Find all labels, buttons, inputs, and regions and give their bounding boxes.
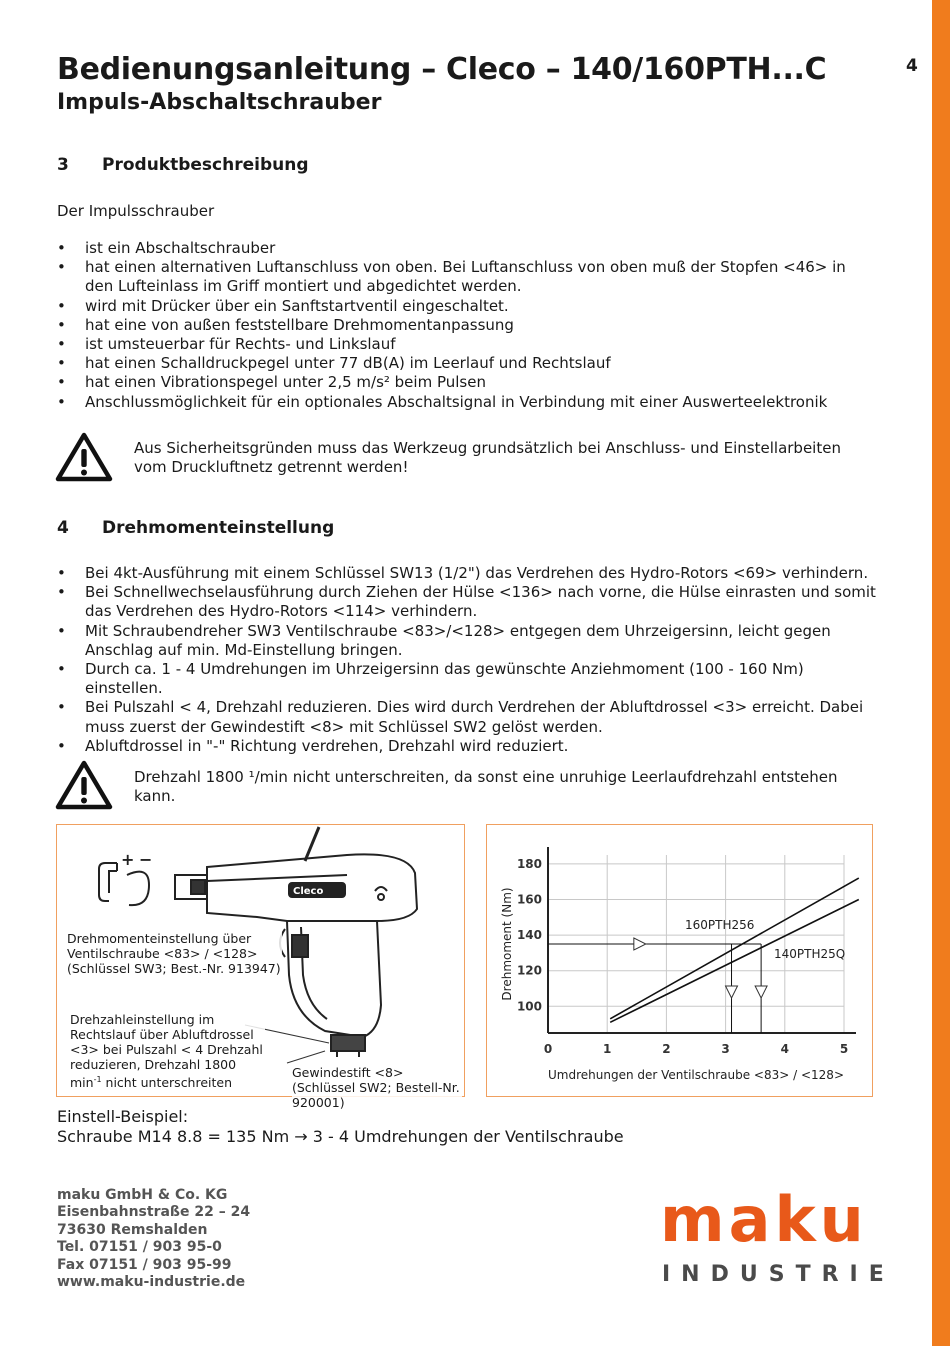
y-axis-label: Drehmoment (Nm) [500,887,514,1001]
y-tick-label: 180 [516,856,542,871]
speed-warning-text: Drehzahl 1800 ¹/min nicht unterschreiten, da sonst eine unruhige Leerlaufdrehzahl entstehen kann. [134,768,838,805]
list-item: • Mit Schraubendreher SW3 Ventilschraube <83>/<128> entgegen dem Uhrzeigersinn, leicht gegen Anschlag auf min. Md-Einstellung bringen. [57,621,831,659]
section-title: Produktbeschreibung [102,155,309,175]
section-3-bullet-list [57,239,877,412]
address-line: 73630 Remshalden [57,1221,208,1238]
list-item: • Durch ca. 1 - 4 Umdrehungen im Uhrzeigersinn das gewünschte Anziehmoment (100 - 160 Nm) einstellen. [57,660,804,698]
example-down-arrow [726,986,738,998]
label-setscrew: Gewindestift <8> (Schlüssel SW2; Bestell-Nr. 920001) [292,1065,462,1110]
example-arrow [634,938,646,950]
address-line: Fax 07151 / 903 95-99 [57,1256,232,1273]
warning-triangle-icon [55,432,113,482]
section-number: 4 [57,518,69,538]
tool-figure [56,824,465,1110]
y-tick-label: 140 [516,928,542,943]
series-label-160PTH256: 160PTH256 [685,918,755,932]
y-tick-label: 160 [516,892,542,907]
x-tick-label: 3 [721,1042,730,1056]
safety-warning-text: Aus Sicherheitsgründen muss das Werkzeug grundsätzlich bei Anschluss- und Einstellarbeiten vom Druckluftnetz getrennt werden! [134,439,841,476]
example-text: Schraube M14 8.8 = 135 Nm → 3 - 4 Umdrehungen der Ventilschraube [57,1127,624,1146]
warning-triangle-icon [55,760,113,810]
list-item: • hat einen Schalldruckpegel unter 77 dB(A) im Leerlauf und Rechtslauf [57,354,611,373]
list-item: • Bei Schnellwechselausführung durch Ziehen der Hülse <136> nach vorne, die Hülse einrasten und somit das Verdrehen des Hydro-Rotors <114> verhindern. [57,583,876,621]
address-line: maku GmbH & Co. KG [57,1187,228,1203]
y-tick-label: 120 [516,963,542,978]
address-line: Eisenbahnstraße 22 – 24 [57,1204,251,1221]
page-number: 4 [906,56,918,76]
address-line: Tel. 07151 / 903 95-0 [57,1239,222,1256]
x-tick-label: 1 [603,1042,612,1056]
x-axis-label: Umdrehungen der Ventilschraube <83> / <128> [548,1068,844,1082]
plus-sign: + [121,850,135,869]
section-3-heading [57,155,309,175]
orange-side-bar [932,0,950,1346]
torque-chart [487,825,872,1096]
list-item: • hat einen alternativen Luftanschluss von oben. Bei Luftanschluss von oben muß der Stopfen <46> in den Lufteinlass im Griff montiert und abgedichtet werden. [57,258,846,296]
label-torque-setting: Drehmomenteinstellung über Ventilschraube <83> / <128> (Schlüssel SW3; Best.-Nr. 913947) [67,931,281,976]
list-item: • ist ein Abschaltschrauber [57,239,276,257]
section-4-bullet-list [57,564,877,756]
label-speed-setting: Drehzahleinstellung im Rechtslauf über Abluftdrossel <3> bei Pulszahl < 4 Drehzahl reduzieren, Drehzahl 1800 $\min^{-1}$ nicht unterschreiten [70,1012,265,1090]
list-item: • Abluftdrossel in "-" Richtung verdrehen, Drehzahl wird reduziert. [57,736,569,755]
website-link[interactable]: www.maku-industrie.de [57,1274,246,1291]
maku-logo: maku [660,1183,868,1256]
list-item: • wird mit Drücker über ein Sanftstartventil eingeschaltet. [57,296,509,315]
section-3-intro: Der Impulsschrauber [57,202,215,220]
section-title: Drehmomenteinstellung [102,518,335,538]
company-address [57,1187,250,1291]
example-down-arrow [755,986,767,998]
x-tick-label: 2 [662,1042,671,1056]
list-item: • Bei Pulszahl < 4, Drehzahl reduzieren. Dies wird durch Verdrehen der Abluftdrossel <3> erreicht. Dabei muss zuerst der Gewindestift <8> mit Schlüssel SW2 gelöst werden. [57,698,864,736]
section-number: 3 [57,155,69,175]
tool-brand-text: Cleco [293,886,324,897]
series-label-140PTH25Q: 140PTH25Q [774,947,846,961]
x-tick-label: 0 [543,1042,553,1056]
page-title: Bedienungsanleitung – Cleco – 140/160PTH...C [57,52,827,87]
list-item: • Anschlussmöglichkeit für ein optionales Abschaltsignal in Verbindung mit einer Auswerteelektronik [57,392,828,411]
example-label: Einstell-Beispiel: [57,1107,189,1126]
maku-logo-industrie: INDUSTRIE [662,1262,895,1287]
list-item: • ist umsteuerbar für Rechts- und Linkslauf [57,335,396,354]
page-subtitle: Impuls-Abschaltschrauber [57,90,382,115]
x-tick-label: 4 [780,1042,789,1056]
section-4-heading [57,518,334,538]
list-item: • Bei 4kt-Ausführung mit einem Schlüssel SW13 (1/2") das Verdrehen des Hydro-Rotors <69> verhindern. [57,564,869,582]
torque-chart-figure [486,824,873,1097]
y-tick-label: 100 [516,999,542,1014]
minus-sign: − [139,850,153,869]
list-item: • hat eine von außen feststellbare Drehmomentanpassung [57,315,514,334]
list-item: • hat einen Vibrationspegel unter 2,5 m/s² beim Pulsen [57,373,486,392]
x-tick-label: 5 [839,1042,849,1056]
